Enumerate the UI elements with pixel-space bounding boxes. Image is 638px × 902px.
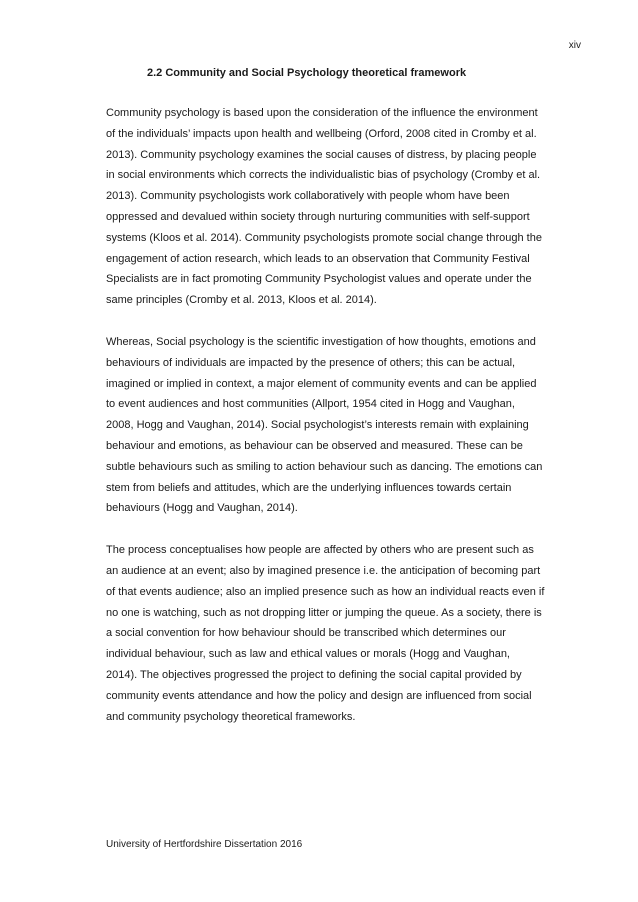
text-line: Community psychology is based upon the consideration of the influence the environment xyxy=(106,107,538,119)
page-number: xiv xyxy=(568,40,581,51)
text-line: engagement of action research, which leads to an observation that Community Festival xyxy=(106,252,530,265)
text-line: of the individuals’ impacts upon health and wellbeing (Orford, 2008 cited in Cromby et al. xyxy=(106,127,537,140)
body-text xyxy=(106,103,586,748)
text-line: 2013). Community psychology examines the social causes of distress, by placing people xyxy=(106,148,537,161)
text-line: an audience at an event; also by imagined presence i.e. the anticipation of becoming part xyxy=(106,564,541,577)
text-line: systems (Kloos et al. 2014). Community psychologists promote social change through the xyxy=(106,231,542,244)
paragraph-community-psychology xyxy=(106,103,586,311)
text-line: individual behaviour, such as law and ethical values or morals (Hogg and Vaughan, xyxy=(106,648,510,661)
text-line: behaviours of individuals are impacted by the presence of others; this can be actual, xyxy=(106,356,516,369)
text-line: 2013). Community psychologists work collaboratively with people whom have been xyxy=(106,190,510,203)
text-line: of that events audience; also an implied presence such as how an individual reacts even if xyxy=(106,585,545,598)
text-line: in social environments which corrects the individualistic bias of psychology (Cromby et al. xyxy=(106,169,541,182)
text-line: same principles (Cromby et al. 2013, Kloos et al. 2014). xyxy=(106,294,377,307)
text-line: oppressed and devalued within society through nurturing communities with self-support xyxy=(106,210,530,223)
text-line: subtle behaviours such as smiling to action behaviour such as dancing. The emotions can xyxy=(106,460,543,473)
text-line: 2014). The objectives progressed the project to defining the social capital provided by xyxy=(106,668,522,681)
text-line: imagined or implied in context, a major element of community events and can be applied xyxy=(106,377,537,390)
paragraph-process xyxy=(106,540,586,727)
text-line: behaviours (Hogg and Vaughan, 2014). xyxy=(106,502,298,515)
text-line: and community psychology theoretical frameworks. xyxy=(106,710,356,723)
text-line: behaviour and emotions, as behaviour can be observed and measured. These can be xyxy=(106,439,523,452)
text-line: 2008, Hogg and Vaughan, 2014). Social psychologist’s interests remain with explaining xyxy=(106,419,529,432)
text-line: a social convention for how behaviour should be transcribed which determines our xyxy=(106,627,506,640)
text-line: no one is watching, such as not dropping litter or jumping the queue. As a society, there is xyxy=(106,606,542,619)
text-line: stem from beliefs and attitudes, which are the underlying influences towards certain xyxy=(106,481,512,494)
text-line: Whereas, Social psychology is the scientific investigation of how thoughts, emotions and xyxy=(106,335,536,348)
text-line: community events attendance and how the policy and design are influenced from social xyxy=(106,689,532,702)
paragraph-social-psychology xyxy=(106,332,586,519)
text-line: Specialists are in fact promoting Community Psychologist values and operate under the xyxy=(106,273,532,286)
text-line: to event audiences and host communities (Allport, 1954 cited in Hogg and Vaughan, xyxy=(106,398,515,411)
text-line: The process conceptualises how people are affected by others who are present such as xyxy=(106,544,534,557)
page-footer: University of Hertfordshire Dissertation 2016 xyxy=(106,839,303,850)
section-heading: 2.2 Community and Social Psychology theoretical framework xyxy=(147,67,467,79)
